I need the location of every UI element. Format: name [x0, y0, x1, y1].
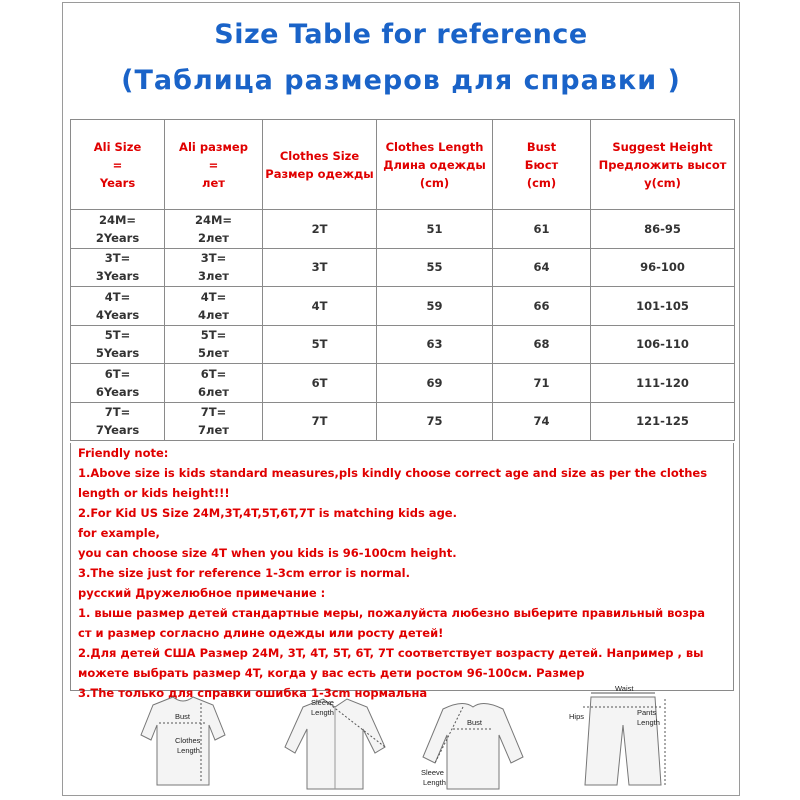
title-english: Size Table for reference — [214, 19, 588, 50]
note-line: ст и размер согласно длине одежды или росту детей! — [78, 626, 444, 640]
pants-label: Pants — [637, 708, 657, 717]
note-line: русский Дружелюбное примечание : — [78, 586, 326, 600]
waist-label: Waist — [615, 685, 634, 693]
note-line: Friendly note: — [78, 446, 169, 460]
notes-section — [70, 443, 734, 700]
sleeve-label-1: Sleeve — [311, 698, 334, 707]
table-row — [71, 287, 735, 326]
note-line: можете выбрать размер 4T, когда у вас есть дети ростом 96-100см. Размер — [78, 666, 585, 680]
header-ali-size: Ali Size = Years — [71, 120, 165, 210]
cell-ali-size: 7T= 7Years — [71, 402, 165, 441]
size-chart — [62, 2, 740, 796]
cell-clothes-size: 3T — [263, 248, 377, 287]
note-line: for example, — [78, 526, 160, 540]
cell-ali-razmer: 4T= 4лет — [165, 287, 263, 326]
header-suggest-height: Suggest Height Предложить высот у(cm) — [591, 120, 735, 210]
header-clothes-length: Clothes Length Длина одежды (cm) — [377, 120, 493, 210]
cell-clothes-length: 59 — [377, 287, 493, 326]
size-table — [70, 119, 735, 441]
cell-height: 96-100 — [591, 248, 735, 287]
title-russian: (Таблица размеров для справки ) — [121, 65, 681, 96]
cell-clothes-length: 69 — [377, 364, 493, 403]
note-line: 3.The size just for reference 1-3cm error is normal. — [78, 566, 410, 580]
shirt-diagram — [285, 699, 385, 789]
cell-clothes-size: 5T — [263, 325, 377, 364]
cell-ali-razmer: 3T= 3лет — [165, 248, 263, 287]
cell-ali-razmer: 7T= 7лет — [165, 402, 263, 441]
cell-clothes-size: 2T — [263, 210, 377, 249]
bust-label-2: Bust — [467, 718, 483, 727]
sleeve-label-2: Sleeve — [421, 768, 444, 777]
note-line: 1.Above size is kids standard measures,pls kindly choose correct age and size as per the clothes — [78, 466, 708, 480]
table-row — [71, 325, 735, 364]
table-row — [71, 248, 735, 287]
cell-height: 101-105 — [591, 287, 735, 326]
measurement-diagrams — [123, 685, 683, 795]
bust-label: Bust — [175, 712, 191, 721]
cell-bust: 68 — [493, 325, 591, 364]
note-line: length or kids height!!! — [78, 486, 230, 500]
cell-bust: 61 — [493, 210, 591, 249]
table-row — [71, 210, 735, 249]
cell-ali-size: 3T= 3Years — [71, 248, 165, 287]
cell-clothes-size: 4T — [263, 287, 377, 326]
cell-clothes-length: 75 — [377, 402, 493, 441]
cell-ali-razmer: 5T= 5лет — [165, 325, 263, 364]
cell-ali-size: 6T= 6Years — [71, 364, 165, 403]
note-line: 3.The только для справки ошибка 1-3cm нормальна — [78, 686, 428, 700]
length-label-1: Length — [311, 708, 334, 717]
header-ali-razmer: Ali размер = лет — [165, 120, 263, 210]
garment-diagrams-svg — [123, 685, 683, 795]
cell-bust: 74 — [493, 402, 591, 441]
hips-label: Hips — [569, 712, 585, 721]
note-line: 2.For Kid US Size 24M,3T,4T,5T,6T,7T is matching kids age. — [78, 506, 457, 520]
cell-ali-razmer: 6T= 6лет — [165, 364, 263, 403]
cell-clothes-length: 63 — [377, 325, 493, 364]
cell-ali-razmer: 24M= 2лет — [165, 210, 263, 249]
cell-bust: 71 — [493, 364, 591, 403]
header-bust: Bust Бюст (cm) — [493, 120, 591, 210]
length-label-2: Length — [423, 778, 446, 787]
cell-clothes-size: 6T — [263, 364, 377, 403]
cell-height: 86-95 — [591, 210, 735, 249]
cell-bust: 64 — [493, 248, 591, 287]
cell-bust: 66 — [493, 287, 591, 326]
cell-clothes-length: 51 — [377, 210, 493, 249]
cell-ali-size: 5T= 5Years — [71, 325, 165, 364]
pants-length-label: Length — [637, 718, 660, 727]
cell-clothes-size: 7T — [263, 402, 377, 441]
note-line: 1. выше размер детей стандартные меры, пожалуйста любезно выберите правильный возра — [78, 606, 706, 620]
cell-height: 111-120 — [591, 364, 735, 403]
note-line: you can choose size 4T when you kids is 96-100cm height. — [78, 546, 457, 560]
pants-diagram — [583, 693, 665, 785]
length-label: Length — [177, 746, 200, 755]
table-row — [71, 402, 735, 441]
cell-ali-size: 24M= 2Years — [71, 210, 165, 249]
table-header-row — [71, 120, 735, 210]
note-line: 2.Для детей США Размер 24M, 3T, 4T, 5T, 6T, 7T соответствует возрасту детей. Например , вы — [78, 646, 704, 660]
cell-height: 106-110 — [591, 325, 735, 364]
table-row — [71, 364, 735, 403]
cell-clothes-length: 55 — [377, 248, 493, 287]
header-clothes-size: Clothes Size Размер одежды — [263, 120, 377, 210]
cell-ali-size: 4T= 4Years — [71, 287, 165, 326]
cell-height: 121-125 — [591, 402, 735, 441]
clothes-label: Clothes — [175, 736, 201, 745]
